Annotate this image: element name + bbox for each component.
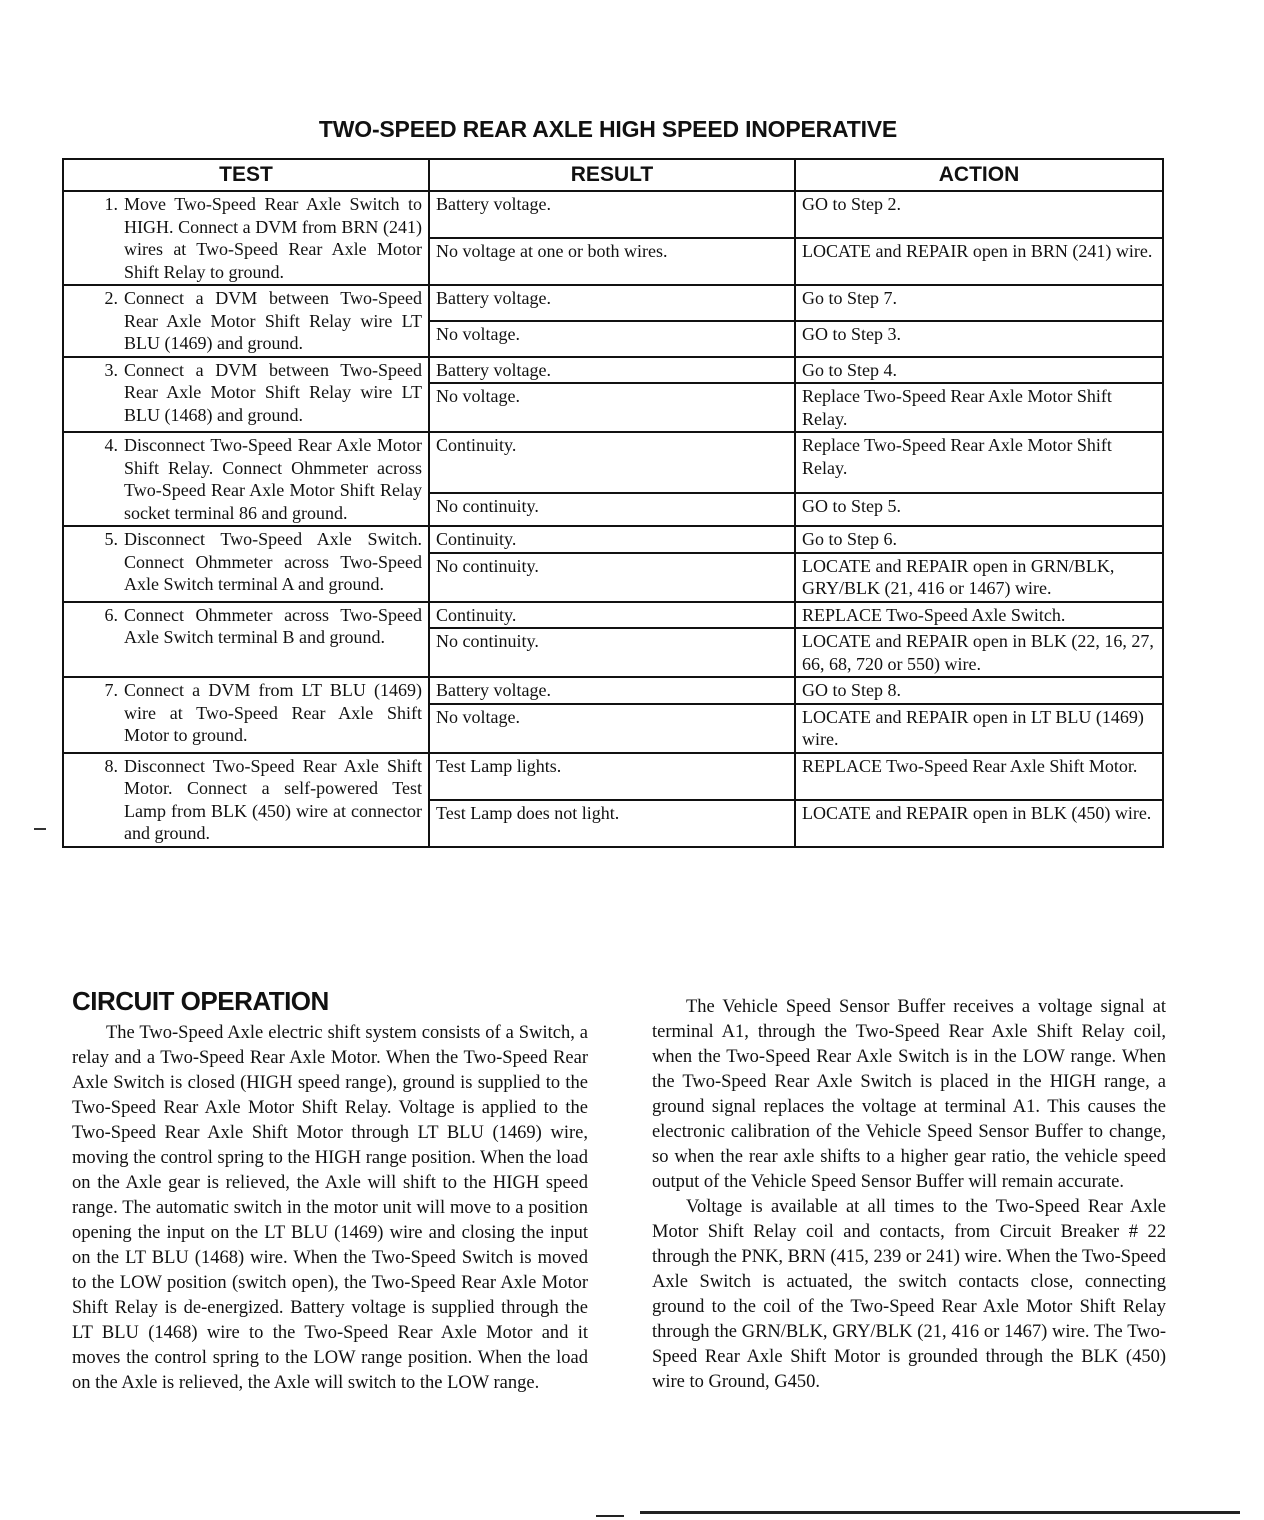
page-title: TWO-SPEED REAR AXLE HIGH SPEED INOPERATIVE [318,116,898,142]
test-cell [63,602,429,678]
margin-mark [34,828,46,830]
action-cell: Go to Step 4. [795,357,1163,384]
table-row [63,191,1163,238]
footer-rule-short [596,1515,624,1517]
step-number: 2. [104,288,118,308]
test-cell [63,357,429,433]
step-text: Move Two-Speed Rear Axle Switch to HIGH. Connect a DVM from BRN (241) wires at Two-Speed Rear Axle Motor Shift Relay to ground. [124,194,422,282]
action-cell: LOCATE and REPAIR open in BLK (22, 16, 27, 66, 68, 720 or 550) wire. [795,628,1163,677]
result-cell: No voltage. [429,321,795,357]
table-row [63,526,1163,553]
action-cell: GO to Step 3. [795,321,1163,357]
circuit-right-column [652,995,1166,1395]
result-cell: Test Lamp lights. [429,753,795,800]
test-cell [63,677,429,753]
table-row [63,432,1163,493]
action-cell: GO to Step 5. [795,493,1163,526]
header-test: TEST [63,159,429,191]
action-cell: LOCATE and REPAIR open in GRN/BLK, GRY/BLK (21, 416 or 1467) wire. [795,553,1163,602]
action-cell: REPLACE Two-Speed Rear Axle Shift Motor. [795,753,1163,800]
test-cell [63,753,429,847]
action-cell: LOCATE and REPAIR open in BRN (241) wire. [795,238,1163,285]
action-cell: LOCATE and REPAIR open in BLK (450) wire. [795,800,1163,847]
result-cell: Battery voltage. [429,357,795,384]
test-step [70,434,422,524]
diagnostic-table [62,158,1164,848]
action-cell: Go to Step 6. [795,526,1163,553]
table-row [63,677,1163,704]
result-cell: Battery voltage. [429,677,795,704]
test-step [70,287,422,355]
result-cell: Continuity. [429,432,795,493]
action-cell: REPLACE Two-Speed Axle Switch. [795,602,1163,629]
test-step [70,359,422,427]
result-cell: No voltage at one or both wires. [429,238,795,285]
step-text: Connect a DVM between Two-Speed Rear Axle Motor Shift Relay wire LT BLU (1469) and ground. [124,288,422,353]
table-row [63,357,1163,384]
action-cell: Replace Two-Speed Rear Axle Motor Shift Relay. [795,432,1163,493]
table-header-row [63,159,1163,191]
table-row [63,285,1163,321]
test-cell [63,191,429,285]
action-cell: Replace Two-Speed Rear Axle Motor Shift Relay. [795,383,1163,432]
step-number: 3. [104,359,118,380]
test-cell [63,526,429,602]
result-cell: No voltage. [429,383,795,432]
step-number: 8. [104,755,118,776]
action-cell: GO to Step 8. [795,677,1163,704]
step-number: 4. [104,435,118,455]
table-row [63,602,1163,629]
footer-rule [640,1511,1240,1514]
step-number: 5. [104,529,118,549]
result-cell: Continuity. [429,602,795,629]
test-step [70,755,422,845]
result-cell: Battery voltage. [429,285,795,321]
paragraph: Voltage is available at all times to the Two-Speed Rear Axle Motor Shift Relay coil and contacts, from Circuit Breaker # 22 through the PNK, BRN (415, 239 or 241) wire. When the Two-Speed Axle Switch is actuated, the switch contacts close, connecting ground to the coil of the Two-Speed Rear Axle Motor Shift Relay through the GRN/BLK, GRY/BLK (21, 416 or 1467) wire. The Two-Speed Rear Axle Shift Motor is grounded through the BLK (450) wire to Ground, G450. [652,1197,1166,1392]
paragraph: The Vehicle Speed Sensor Buffer receives a voltage signal at terminal A1, through the Two-Speed Rear Axle Shift Relay coil, when the Two-Speed Rear Axle Switch is in the LOW range. When the Two-Speed Rear Axle Switch is placed in the HIGH range, a ground signal replaces the voltage at terminal A1. This causes the electronic calibration of the Vehicle Speed Sensor Buffer to change, so when the rear axle shifts to a higher gear ratio, the vehicle speed output of the Vehicle Speed Sensor Buffer will remain accurate. [652,997,1166,1192]
test-step [70,679,422,747]
step-number: 6. [104,604,118,625]
action-cell: LOCATE and REPAIR open in LT BLU (1469) wire. [795,704,1163,753]
table-row [63,753,1163,800]
header-result: RESULT [429,159,795,191]
result-cell: Continuity. [429,526,795,553]
result-cell: No continuity. [429,553,795,602]
step-text: Disconnect Two-Speed Rear Axle Motor Shift Relay. Connect Ohmmeter across Two-Speed Rear Axle Motor Shift Relay socket terminal 86 and ground. [124,435,422,523]
result-cell: No voltage. [429,704,795,753]
result-cell: No continuity. [429,493,795,526]
action-cell: Go to Step 7. [795,285,1163,321]
action-cell: GO to Step 2. [795,191,1163,238]
result-cell: Test Lamp does not light. [429,800,795,847]
test-step [70,193,422,283]
test-cell [63,432,429,526]
result-cell: No continuity. [429,628,795,677]
circuit-operation-heading: CIRCUIT OPERATION [72,986,329,1016]
paragraph: The Two-Speed Axle electric shift system consists of a Switch, a relay and a Two-Speed Rear Axle Motor. When the Two-Speed Rear Axle Switch is closed (HIGH speed range), ground is supplied to the Two-Speed Rear Axle Motor Shift Relay. Voltage is applied to the Two-Speed Rear Axle Shift Motor through LT BLU (1469) wire, moving the control spring to the HIGH range position. When the load on the Axle gear is relieved, the Axle will shift to the HIGH speed range. The automatic switch in the motor unit will move to a position opening the input on the LT BLU (1469) wire and closing the input on the LT BLU (1468) wire. When the Two-Speed Switch is moved to the LOW position (switch open), the Two-Speed Rear Axle Motor Shift Relay is de-energized. Battery voltage is supplied through the LT BLU (1468) wire to the Two-Speed Rear Axle Motor and it moves the control spring to the LOW range position. When the load on the Axle is relieved, the Axle will switch to the LOW range. [72,1023,588,1393]
step-number: 1. [104,194,118,214]
result-cell: Battery voltage. [429,191,795,238]
step-text: Disconnect Two-Speed Rear Axle Shift Motor. Connect a self-powered Test Lamp from BLK (450) wire at connector and ground. [124,755,422,843]
circuit-left-column [72,1021,588,1396]
step-text: Connect a DVM between Two-Speed Rear Axle Motor Shift Relay wire LT BLU (1468) and ground. [124,359,422,425]
test-cell [63,285,429,357]
step-number: 7. [104,680,118,700]
header-action: ACTION [795,159,1163,191]
step-text: Connect Ohmmeter across Two-Speed Axle Switch terminal B and ground. [124,604,422,647]
test-step [70,604,422,649]
step-text: Connect a DVM from LT BLU (1469) wire at Two-Speed Rear Axle Shift Motor to ground. [124,680,422,745]
step-text: Disconnect Two-Speed Axle Switch. Connect Ohmmeter across Two-Speed Axle Switch terminal A and ground. [124,529,422,594]
test-step [70,528,422,596]
